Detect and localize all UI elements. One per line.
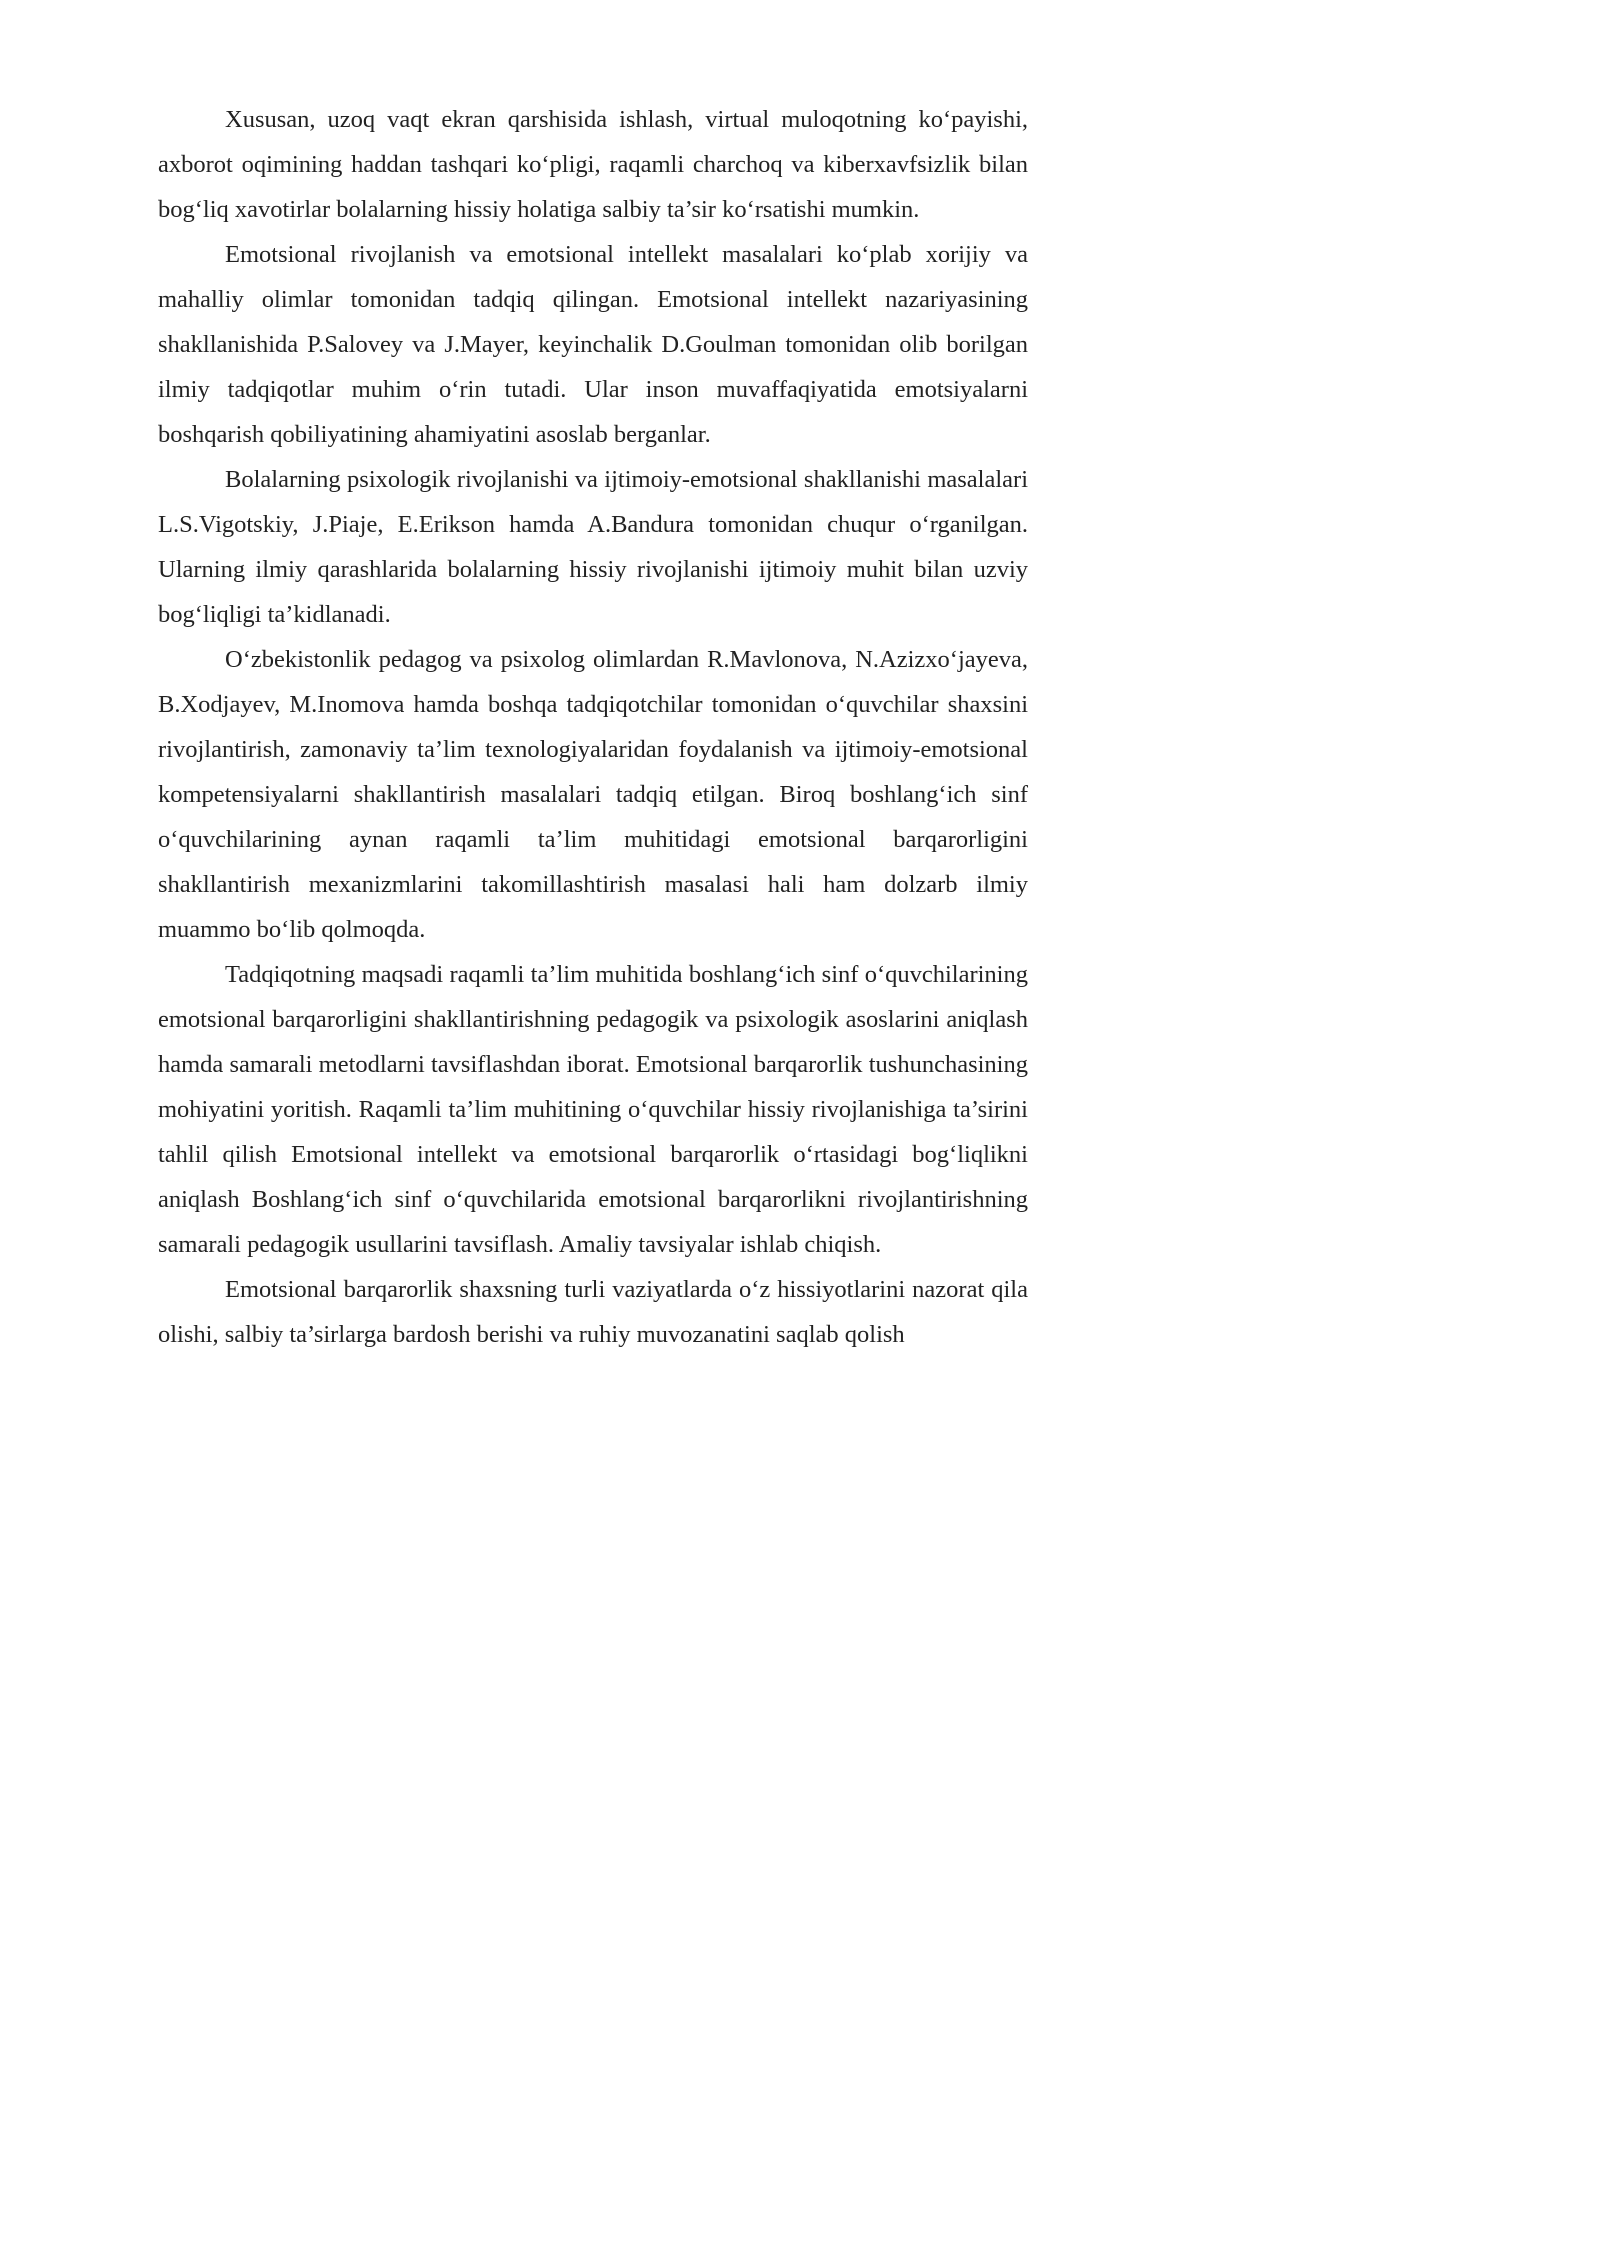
paragraph-1: Xususan, uzoq vaqt ekran qarshisida ishlash, virtual muloqotning ko‘payishi, axborot oqimining haddan tashqari ko‘pligi, raqamli charchoq va kiberxavfsizlik bilan bog‘liq xavotirlar bolalarning hissiy holatiga salbiy ta’sir ko‘rsatishi mumkin. [158, 106, 1028, 223]
paragraph-5: Tadqiqotning maqsadi raqamli ta’lim muhitida boshlang‘ich sinf o‘quvchilarining emotsional barqarorligini shakllantirishning pedagogik va psixologik asoslarini aniqlash hamda samarali metodlarni tavsiflashdan iborat. Emotsional barqarorlik tushunchasining mohiyatini yoritish. Raqamli ta’lim muhitining o‘quvchilar hissiy rivojlanishiga ta’sirini tahlil qilish Emotsional intellekt va emotsional barqarorlik o‘rtasidagi bog‘liqlikni aniqlash Boshlang‘ich sinf o‘quvchilarida emotsional barqarorlikni rivojlantirishning samarali pedagogik usullarini tavsiflash. Amaliy tavsiyalar ishlab chiqish. [158, 961, 1028, 1258]
paragraph-3: Bolalarning psixologik rivojlanishi va ijtimoiy-emotsional shakllanishi masalalari L.S.Vigotskiy, J.Piaje, E.Erikson hamda A.Bandura tomonidan chuqur o‘rganilgan. Ularning ilmiy qarashlarida bolalarning hissiy rivojlanishi ijtimoiy muhit bilan uzviy bog‘liqligi ta’kidlanadi. [158, 466, 1028, 628]
paragraph-2: Emotsional rivojlanish va emotsional intellekt masalalari ko‘plab xorijiy va mahalliy olimlar tomonidan tadqiq qilingan. Emotsional intellekt nazariyasining shakllanishida P.Salovey va J.Mayer, keyinchalik D.Goulman tomonidan olib borilgan ilmiy tadqiqotlar muhim o‘rin tutadi. Ular inson muvaffaqiyatida emotsiyalarni boshqarish qobiliyatining ahamiyatini asoslab berganlar. [158, 241, 1028, 448]
paragraph-4: O‘zbekistonlik pedagog va psixolog olimlardan R.Mavlonova, N.Azizxo‘jayeva, B.Xodjayev, M.Inomova hamda boshqa tadqiqotchilar tomonidan o‘quvchilar shaxsini rivojlantirish, zamonaviy ta’lim texnologiyalaridan foydalanish va ijtimoiy-emotsional kompetensiyalarni shakllantirish masalalari tadqiq etilgan. Biroq boshlang‘ich sinf o‘quvchilarining aynan raqamli ta’lim muhitidagi emotsional barqarorligini shakllantirish mexanizmlarini takomillashtirish masalasi hali ham dolzarb ilmiy muammo bo‘lib qolmoqda. [158, 646, 1028, 943]
paragraph-6: Emotsional barqarorlik shaxsning turli vaziyatlarda o‘z hissiyotlarini nazorat qila olishi, salbiy ta’sirlarga bardosh berishi va ruhiy muvozanatini saqlab qolish [158, 1276, 1028, 1348]
document-page [158, 97, 1028, 1357]
